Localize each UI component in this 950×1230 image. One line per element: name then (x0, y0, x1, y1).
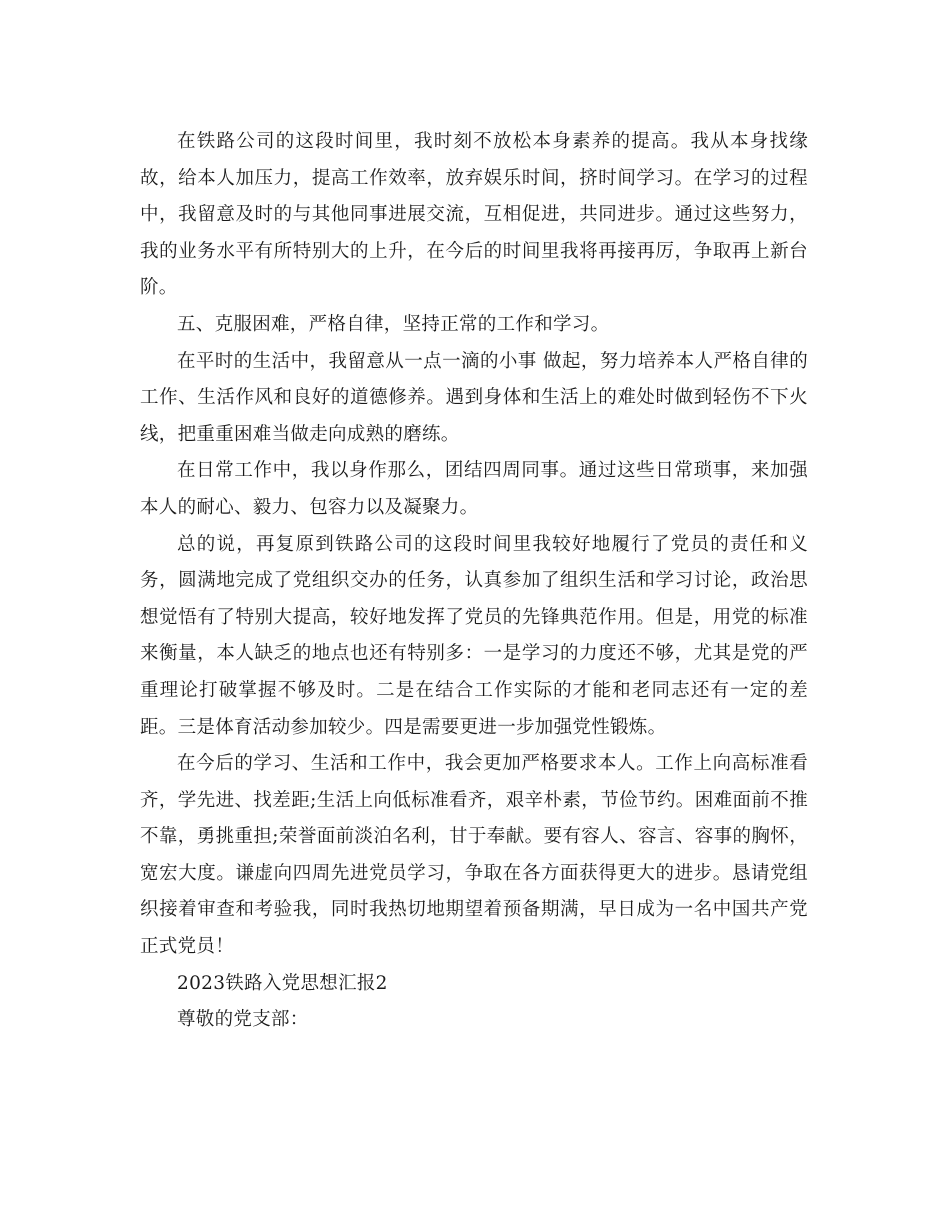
report-title-2: 2023铁路入党思想汇报2 (177, 972, 388, 994)
paragraph-self-discipline: 在平时的生活中，我留意从一点一滴的小事 做起，努力培养本人严格自律的工作、生活作风和良好的道德修养。遇到身体和生活上的难处时做到轻伤不下火线，把重重困难当做走向成熟的磨练。 (140, 350, 808, 445)
paragraph-future-commitment: 在今后的学习、生活和工作中，我会更加严格要求本人。工作上向高标准看齐，学先进、找差距;生活上向低标准看齐，艰辛朴素，节俭节约。困难面前不推不靠，勇挑重担;荣誉面前淡泊名利，甘于奉献。要有容人、容言、容事的胸怀，宽宏大度。谦虚向四周先进党员学习，争取在各方面获得更大的进步。恳请党组织接着审查和考验我，同时我热切地期望着预备期满，早日成为一名中国共产党正式党员！ (140, 753, 808, 958)
section-heading-five: 五、克服困难，严格自律，坚持正常的工作和学习。 (177, 313, 610, 335)
paragraph-self-improvement: 在铁路公司的这段时间里，我时刻不放松本身素养的提高。我从本身找缘故，给本人加压力，提高工作效率，放弃娱乐时间，挤时间学习。在学习的过程中，我留意及时的与其他同事进展交流，互相促进，共同进步。通过这些努力，我的业务水平有所特别大的上升，在今后的时间里我将再接再厉，争取再上新台阶。 (140, 131, 808, 299)
document-body (140, 124, 808, 1039)
paragraph-summary: 总的说，再复原到铁路公司的这段时间里我较好地履行了党员的责任和义务，圆满地完成了党组织交办的任务，认真参加了组织生活和学习讨论，政治思想觉悟有了特别大提高，较好地发挥了党员的先锋典范作用。但是，用党的标准来衡量，本人缺乏的地点也还有特别多：一是学习的力度还不够，尤其是党的严重理论打破掌握不够及时。二是在结合工作实际的才能和老同志还有一定的差距。三是体育活动参加较少。四是需要更进一步加强党性锻炼。 (140, 533, 808, 738)
salutation: 尊敬的党支部： (177, 1009, 309, 1031)
paragraph-daily-work: 在日常工作中，我以身作那么，团结四周同事。通过这些日常琐事，来加强本人的耐心、毅力、包容力以及凝聚力。 (140, 460, 808, 518)
